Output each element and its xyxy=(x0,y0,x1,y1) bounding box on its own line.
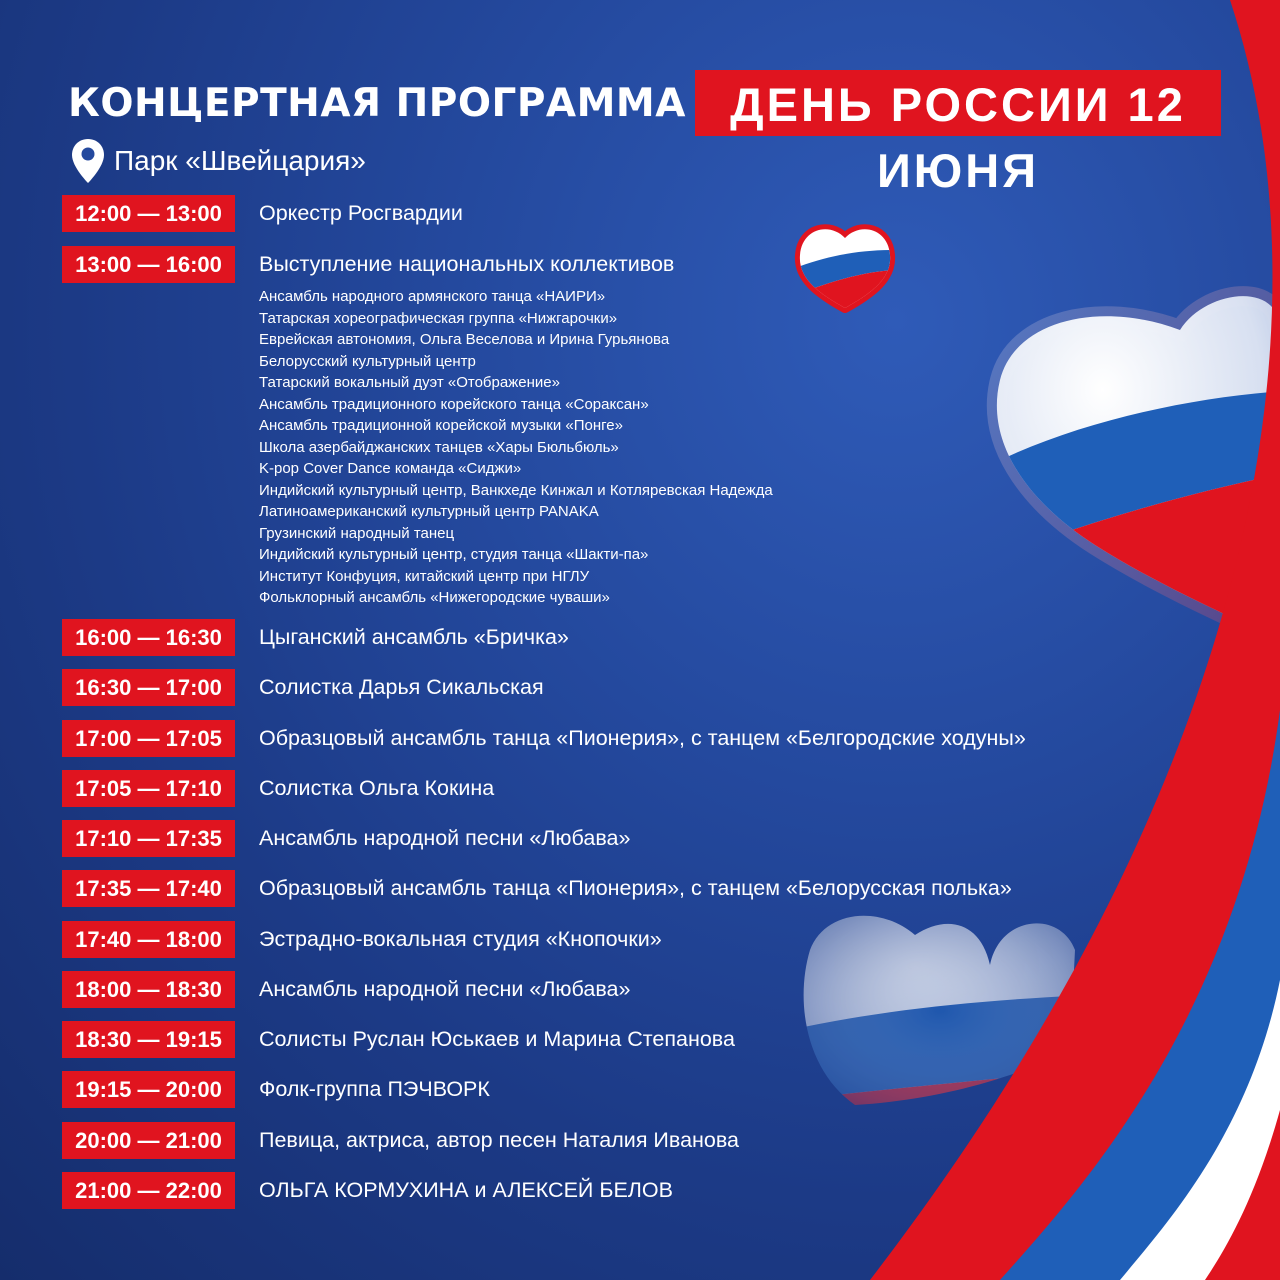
time-slot: 17:00 — 17:05 xyxy=(62,720,235,757)
performer-item: Белорусский культурный центр xyxy=(259,352,476,370)
act-title: Образцовый ансамбль танца «Пионерия», с танцем «Белорусская полька» xyxy=(259,876,1012,900)
performer-item: Ансамбль народного армянского танца «НАИРИ» xyxy=(259,288,606,305)
time-slot: 16:00 — 16:30 xyxy=(62,619,235,656)
act-title: Фолк-группа ПЭЧВОРК xyxy=(259,1077,490,1101)
act-title: Певица, актриса, автор песен Наталия Иванова xyxy=(259,1128,739,1152)
act-title: Оркестр Росгвардии xyxy=(259,201,463,225)
act-title: Эстрадно-вокальная студия «Кнопочки» xyxy=(259,927,662,951)
performer-item: Ансамбль традиционной корейской музыки «Понге» xyxy=(259,417,623,434)
act-title: Образцовый ансамбль танца «Пионерия», с танцем «Белгородские ходуны» xyxy=(259,726,1026,750)
performer-item: Фольклорный ансамбль «Нижегородские чуваши» xyxy=(259,589,610,606)
performer-list xyxy=(259,286,773,609)
time-slot: 13:00 — 16:00 xyxy=(62,246,235,283)
time-slot: 16:30 — 17:00 xyxy=(62,669,235,706)
act-title: ОЛЬГА КОРМУХИНА и АЛЕКСЕЙ БЕЛОВ xyxy=(259,1178,673,1202)
performer-item: Грузинский народный танец xyxy=(259,524,455,542)
map-pin-icon xyxy=(70,137,106,185)
act-title: Ансамбль народной песни «Любава» xyxy=(259,977,631,1001)
performer-item: Татарский вокальный дуэт «Отображение» xyxy=(259,374,560,391)
act-title: Ансамбль народной песни «Любава» xyxy=(259,826,631,850)
time-slot: 19:15 — 20:00 xyxy=(62,1071,235,1108)
time-slot: 17:40 — 18:00 xyxy=(62,921,235,958)
performer-item: Индийский культурный центр, Ванкхеде Кинжал и Котляревская Надежда xyxy=(259,481,773,499)
performer-item: Ансамбль традиционного корейского танца «Сораксан» xyxy=(259,395,649,413)
time-slot: 17:05 — 17:10 xyxy=(62,770,235,807)
time-slot: 21:00 — 22:00 xyxy=(62,1172,235,1209)
date-badge: ДЕНЬ РОССИИ 12 ИЮНЯ xyxy=(695,70,1221,136)
performer-item: Латиноамериканский культурный центр PANAKA xyxy=(259,503,599,520)
performer-item: K-pop Cover Dance команда «Сиджи» xyxy=(259,460,522,477)
time-slot: 12:00 — 13:00 xyxy=(62,195,235,232)
time-slot: 17:35 — 17:40 xyxy=(62,870,235,907)
location-label: Парк «Швейцария» xyxy=(114,145,366,176)
performer-item: Школа азербайджанских танцев «Хары Бюльбюль» xyxy=(259,438,619,456)
page-title: КОНЦЕРТНАЯ ПРОГРАММА xyxy=(68,81,686,126)
act-title: Солистка Дарья Сикальская xyxy=(259,675,544,699)
time-slot: 18:00 — 18:30 xyxy=(62,971,235,1008)
performer-item: Еврейская автономия, Ольга Веселова и Ирина Гурьянова xyxy=(259,331,670,348)
time-slot: 20:00 — 21:00 xyxy=(62,1122,235,1159)
act-title: Солисты Руслан Юськаев и Марина Степанова xyxy=(259,1027,735,1051)
time-slot: 18:30 — 19:15 xyxy=(62,1021,235,1058)
performer-item: Татарская хореографическая группа «Нижгарочки» xyxy=(259,309,618,327)
act-title: Выступление национальных коллективов xyxy=(259,252,675,276)
location xyxy=(70,136,366,186)
time-slot: 17:10 — 17:35 xyxy=(62,820,235,857)
act-title: Цыганский ансамбль «Бричка» xyxy=(259,625,569,649)
performer-item: Индийский культурный центр, студия танца «Шакти-па» xyxy=(259,546,649,563)
act-title: Солистка Ольга Кокина xyxy=(259,776,495,800)
performer-item: Институт Конфуция, китайский центр при НГЛУ xyxy=(259,567,590,585)
